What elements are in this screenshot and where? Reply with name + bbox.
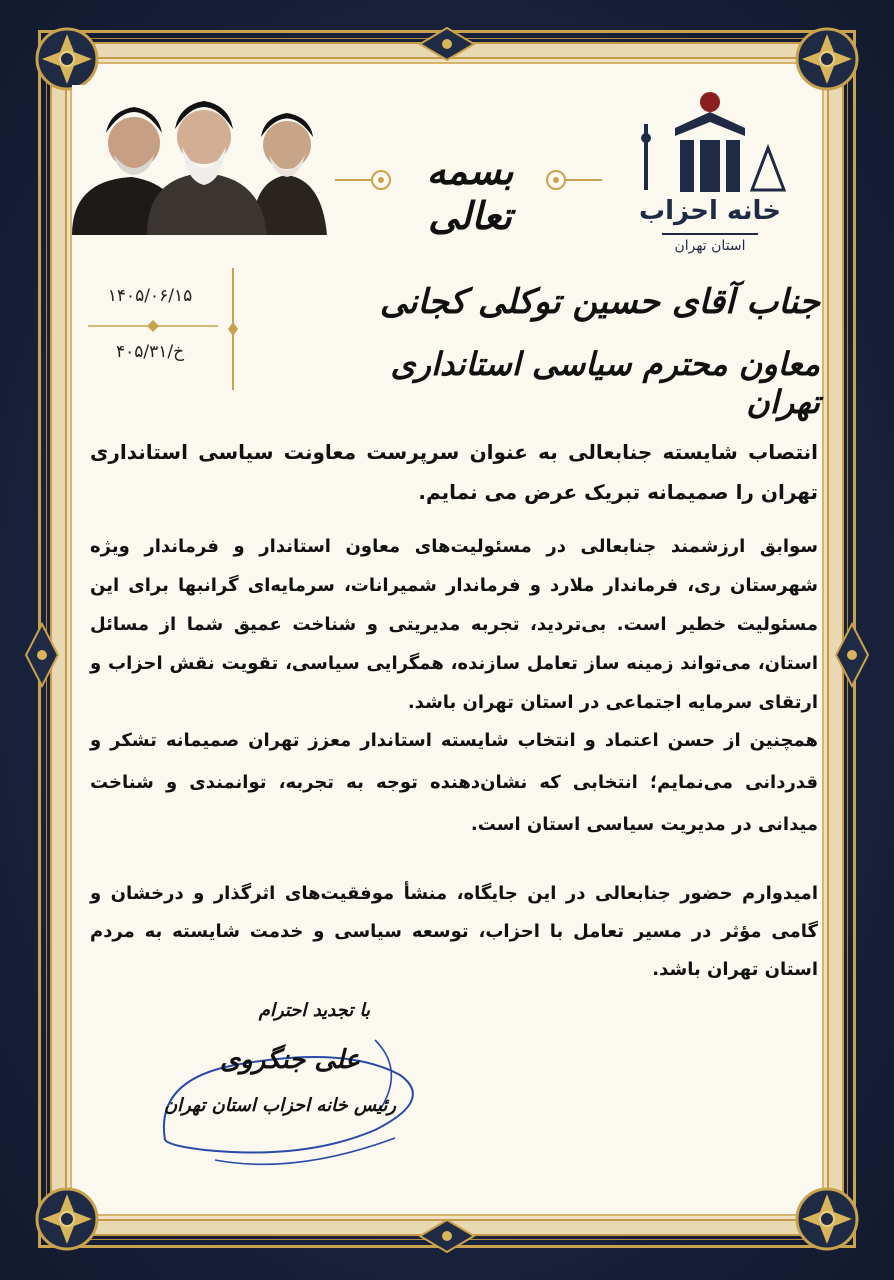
logo-subtitle: استان تهران xyxy=(674,238,746,254)
logo-divider xyxy=(662,233,758,235)
border-ornament-icon xyxy=(832,620,872,690)
heading-ornament-icon xyxy=(335,166,397,194)
leaders-portraits-image xyxy=(72,85,332,235)
body-paragraph: انتصاب شایسته جنابعالی به عنوان سرپرست معاونت سیاسی استانداری تهران را صمیمانه تبریک عرض می نمایم. xyxy=(90,440,818,504)
logo-title: خانه احزاب xyxy=(639,196,781,226)
invocation-heading: بسمه تعالی xyxy=(426,148,514,238)
corner-ornament-icon xyxy=(788,1180,866,1258)
border-ornament-icon xyxy=(412,1216,482,1256)
body-paragraph: همچنین از حسن اعتماد و انتخاب شایسته استاندار معزز تهران صمیمانه تشکر و قدردانی می‌نمایم؛ انتخابی که نشان‌دهنده توجه به تجربه، توانمندی و شناخت میدانی در مدیریت سیاسی استان است. xyxy=(90,730,818,835)
signer-name: علی جنگروی xyxy=(219,1045,361,1075)
body-paragraph: امیدوارم حضور جنابعالی در این جایگاه، منشأ موفقیت‌های اثرگذار و درخشان و گامی مؤثر در مسیر تعامل با احزاب، توسعه سیاسی و خدمت شایسته به مردم استان تهران باشد. xyxy=(90,883,818,980)
addressee-title: معاون محترم سیاسی استانداری تهران xyxy=(390,345,820,421)
signer-role: رئیس خانه احزاب استان تهران xyxy=(163,1095,397,1116)
date-vertical-divider xyxy=(228,268,238,390)
body-paragraph: سوابق ارزشمند جنابعالی در مسئولیت‌های معاون استاندار و فرماندار ویژه شهرستان ری، فرماندار ملارد و فرماندار شمیرانات، سرمایه‌ای گرانبها برای این مسئولیت خطیر است. بی‌تردید، تجربه مدیریتی و شناخت عمیق شما از مسائل استان، می‌تواند زمینه ساز تعامل سازنده، همگرایی سیاسی، تقویت نقش احزاب و ارتقای سرمایه اجتماعی در استان تهران باشد. xyxy=(90,536,818,713)
addressee-name: جناب آقای حسین توکلی کجانی xyxy=(379,282,820,322)
party-house-logo xyxy=(620,78,800,268)
solar-date: ۱۴۰۵/۰۶/۱۵ xyxy=(107,286,193,306)
corner-ornament-icon xyxy=(28,1180,106,1258)
letter-dates xyxy=(80,280,240,390)
closing-phrase: با تجدید احترام xyxy=(258,1000,370,1021)
lunar-date: ۴۰۵/خ/۳۱ xyxy=(115,342,185,362)
border-ornament-icon xyxy=(22,620,62,690)
heading-ornament-icon xyxy=(540,166,602,194)
border-ornament-icon xyxy=(412,24,482,64)
date-divider xyxy=(88,320,218,332)
